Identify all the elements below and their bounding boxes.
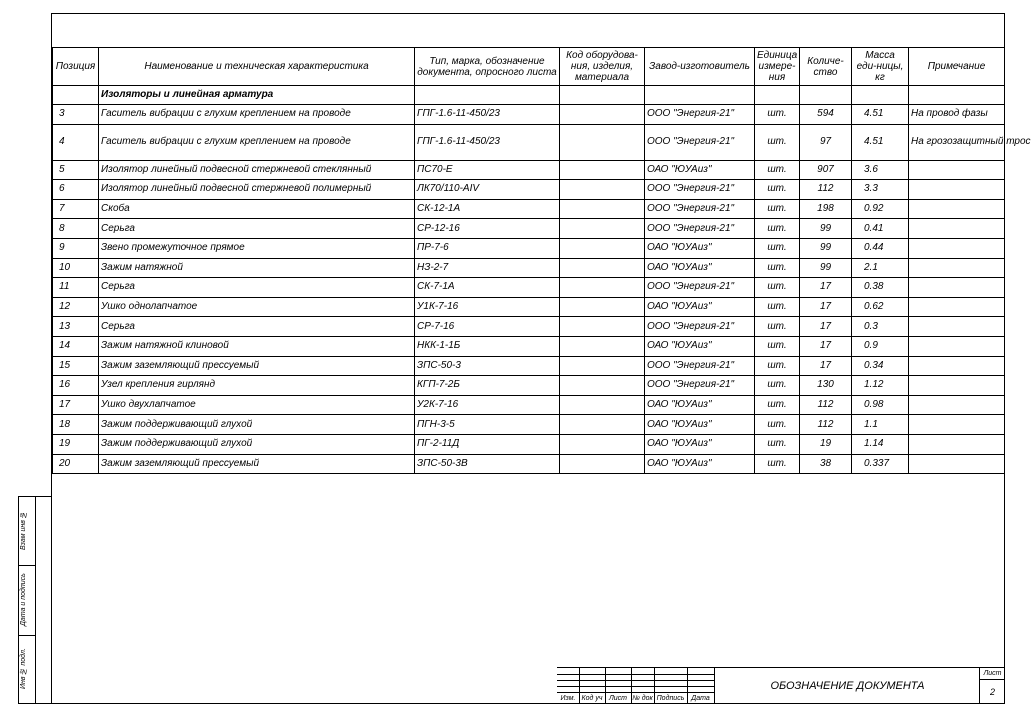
revision-column-label: Подпись xyxy=(656,695,685,702)
cell-unit: шт. xyxy=(755,297,800,317)
cell-qty: 17 xyxy=(800,317,852,337)
col-header-name: Наименование и техническая характеристика xyxy=(99,48,415,86)
cell-code xyxy=(560,238,645,258)
col-header-pos: Позиция xyxy=(53,48,99,86)
cell-maker: ООО "Энергия-21" xyxy=(645,199,755,219)
cell-mass: 4.51 xyxy=(852,124,909,160)
cell-qty: 112 xyxy=(800,395,852,415)
cell-type: СР-12-16 xyxy=(415,219,560,239)
cell-pos: 18 xyxy=(53,415,99,435)
cell-maker: ООО "Энергия-21" xyxy=(645,124,755,160)
cell-unit: шт. xyxy=(755,238,800,258)
table-row xyxy=(53,356,1005,376)
cell-maker: ОАО "ЮУАиз" xyxy=(645,160,755,180)
cell-pos: 9 xyxy=(53,238,99,258)
cell-qty: 99 xyxy=(800,238,852,258)
cell-note xyxy=(909,376,1005,396)
cell-mass: 0.44 xyxy=(852,238,909,258)
cell-code xyxy=(560,180,645,200)
cell-mass: 0.92 xyxy=(852,199,909,219)
cell-code xyxy=(560,199,645,219)
table-header-row xyxy=(53,48,1005,86)
table-row xyxy=(53,258,1005,278)
cell-pos: 19 xyxy=(53,434,99,454)
revision-column-label: № док xyxy=(632,695,653,702)
table-row xyxy=(53,395,1005,415)
col-header-mass: Масса еди-ницы, кг xyxy=(852,48,909,86)
cell-type: ПГ-2-11Д xyxy=(415,434,560,454)
drawing-frame xyxy=(51,13,1031,704)
cell-note xyxy=(909,454,1005,474)
cell-mass: 2.1 xyxy=(852,258,909,278)
cell-mass: 4.51 xyxy=(852,105,909,125)
cell-type: СК-7-1А xyxy=(415,278,560,298)
cell-code xyxy=(560,219,645,239)
cell-note xyxy=(909,434,1005,454)
cell-mass: 0.34 xyxy=(852,356,909,376)
cell-pos: 15 xyxy=(53,356,99,376)
cell-qty: 99 xyxy=(800,219,852,239)
cell-name: Ушко двухлапчатое xyxy=(99,395,415,415)
table-row xyxy=(53,336,1005,356)
cell-qty: 19 xyxy=(800,434,852,454)
cell-code xyxy=(560,160,645,180)
cell-mass: 1.12 xyxy=(852,376,909,396)
cell-type: ЗПС-50-3В xyxy=(415,454,560,474)
cell-maker: ОАО "ЮУАиз" xyxy=(645,336,755,356)
revision-column-label: Код уч xyxy=(581,695,603,702)
sheet-box xyxy=(979,668,1005,704)
cell-mass: 1.14 xyxy=(852,434,909,454)
table-row xyxy=(53,454,1005,474)
cell-qty: 112 xyxy=(800,180,852,200)
cell-mass: 3.3 xyxy=(852,180,909,200)
cell-note xyxy=(909,336,1005,356)
cell-maker: ООО "Энергия-21" xyxy=(645,356,755,376)
cell-maker: ООО "Энергия-21" xyxy=(645,180,755,200)
table-row xyxy=(53,415,1005,435)
cell-code xyxy=(560,278,645,298)
cell-unit: шт. xyxy=(755,376,800,396)
revision-grid xyxy=(557,668,714,704)
cell-note xyxy=(909,258,1005,278)
cell-code xyxy=(560,356,645,376)
cell-type: ЛК70/110-AIV xyxy=(415,180,560,200)
cell-pos: 3 xyxy=(53,105,99,125)
cell-name: Зажим поддерживающий глухой xyxy=(99,415,415,435)
cell-qty: 594 xyxy=(800,105,852,125)
cell-mass: 0.38 xyxy=(852,278,909,298)
cell-type: ПГН-3-5 xyxy=(415,415,560,435)
cell-unit: шт. xyxy=(755,434,800,454)
cell-maker: ОАО "ЮУАиз" xyxy=(645,415,755,435)
col-header-qty: Количе-ство xyxy=(800,48,852,86)
cell-maker: ООО "Энергия-21" xyxy=(645,219,755,239)
cell-code xyxy=(560,395,645,415)
cell-qty: 99 xyxy=(800,258,852,278)
cell-type: КГП-7-2Б xyxy=(415,376,560,396)
cell-note xyxy=(909,278,1005,298)
cell-type: СК-12-1А xyxy=(415,199,560,219)
cell-pos: 20 xyxy=(53,454,99,474)
cell-pos: 14 xyxy=(53,336,99,356)
col-header-code: Код оборудова-ния, изделия, материала xyxy=(560,48,645,86)
cell-name: Зажим заземляющий прессуемый xyxy=(99,356,415,376)
cell-maker: ООО "Энергия-21" xyxy=(645,376,755,396)
cell-name: Зажим натяжной клиновой xyxy=(99,336,415,356)
cell-maker: ООО "Энергия-21" xyxy=(645,317,755,337)
cell-maker: ОАО "ЮУАиз" xyxy=(645,258,755,278)
cell-unit: шт. xyxy=(755,258,800,278)
cell-pos: 12 xyxy=(53,297,99,317)
cell-pos: 8 xyxy=(53,219,99,239)
cell-code xyxy=(560,258,645,278)
cell-code xyxy=(560,124,645,160)
left-margin-strip xyxy=(18,496,51,704)
table-row xyxy=(53,238,1005,258)
cell-name: Гаситель вибрации с глухим креплением на проводе xyxy=(99,124,415,160)
cell-name: Серьга xyxy=(99,278,415,298)
cell-mass: 0.41 xyxy=(852,219,909,239)
table-row xyxy=(53,124,1005,160)
cell-maker: ООО "Энергия-21" xyxy=(645,105,755,125)
cell-note xyxy=(909,356,1005,376)
cell-note xyxy=(909,180,1005,200)
cell-name: Зажим натяжной xyxy=(99,258,415,278)
section-title: Изоляторы и линейная арматура xyxy=(99,86,415,105)
cell-pos: 4 xyxy=(53,124,99,160)
cell-unit: шт. xyxy=(755,317,800,337)
cell-unit: шт. xyxy=(755,124,800,160)
cell-unit: шт. xyxy=(755,278,800,298)
cell-maker: ОАО "ЮУАиз" xyxy=(645,395,755,415)
cell-unit: шт. xyxy=(755,336,800,356)
cell-unit: шт. xyxy=(755,395,800,415)
cell-name: Изолятор линейный подвесной стержневой полимерный xyxy=(99,180,415,200)
cell-code xyxy=(560,105,645,125)
date-sign-label: Дата и подпись xyxy=(20,573,27,627)
document-designation: ОБОЗНАЧЕНИЕ ДОКУМЕНТА xyxy=(714,668,980,704)
cell-note xyxy=(909,199,1005,219)
cell-qty: 130 xyxy=(800,376,852,396)
cell-unit: шт. xyxy=(755,219,800,239)
cell-qty: 97 xyxy=(800,124,852,160)
cell-pos: 17 xyxy=(53,395,99,415)
table-row xyxy=(53,180,1005,200)
cell-unit: шт. xyxy=(755,415,800,435)
cell-qty: 38 xyxy=(800,454,852,474)
cell-type: НКК-1-1Б xyxy=(415,336,560,356)
cell-code xyxy=(560,336,645,356)
cell-mass: 0.337 xyxy=(852,454,909,474)
table-row xyxy=(53,297,1005,317)
cell-code xyxy=(560,415,645,435)
cell-name: Узел крепления гирлянд xyxy=(99,376,415,396)
cell-unit: шт. xyxy=(755,199,800,219)
cell-pos: 10 xyxy=(53,258,99,278)
cell-mass: 0.3 xyxy=(852,317,909,337)
vzam-inv-label: Взам инв № xyxy=(20,511,27,551)
cell-unit: шт. xyxy=(755,356,800,376)
cell-name: Зажим поддерживающий глухой xyxy=(99,434,415,454)
cell-note xyxy=(909,297,1005,317)
cell-qty: 198 xyxy=(800,199,852,219)
section-row xyxy=(53,86,1005,105)
cell-pos: 13 xyxy=(53,317,99,337)
cell-type: ЗПС-50-3 xyxy=(415,356,560,376)
col-header-note: Примечание xyxy=(909,48,1005,86)
table-row xyxy=(53,105,1005,125)
cell-note xyxy=(909,160,1005,180)
cell-note xyxy=(909,219,1005,239)
table-row xyxy=(53,278,1005,298)
cell-mass: 0.9 xyxy=(852,336,909,356)
cell-pos: 16 xyxy=(53,376,99,396)
cell-maker: ООО "Энергия-21" xyxy=(645,278,755,298)
cell-note: На грозозащитный трос xyxy=(909,124,1005,160)
cell-pos: 5 xyxy=(53,160,99,180)
cell-name: Гаситель вибрации с глухим креплением на проводе xyxy=(99,105,415,125)
cell-unit: шт. xyxy=(755,454,800,474)
cell-type: НЗ-2-7 xyxy=(415,258,560,278)
cell-qty: 17 xyxy=(800,356,852,376)
cell-qty: 17 xyxy=(800,336,852,356)
cell-note xyxy=(909,317,1005,337)
cell-mass: 0.62 xyxy=(852,297,909,317)
cell-pos: 6 xyxy=(53,180,99,200)
cell-code xyxy=(560,454,645,474)
cell-pos: 11 xyxy=(53,278,99,298)
cell-qty: 17 xyxy=(800,297,852,317)
cell-type: ГПГ-1.6-11-450/23 xyxy=(415,105,560,125)
cell-maker: ОАО "ЮУАиз" xyxy=(645,434,755,454)
revision-column-label: Изм. xyxy=(560,695,576,702)
cell-name: Зажим заземляющий прессуемый xyxy=(99,454,415,474)
cell-type: СР-7-16 xyxy=(415,317,560,337)
col-header-unit: Единица измере-ния xyxy=(755,48,800,86)
cell-qty: 17 xyxy=(800,278,852,298)
cell-code xyxy=(560,297,645,317)
cell-code xyxy=(560,376,645,396)
cell-qty: 112 xyxy=(800,415,852,435)
cell-note xyxy=(909,395,1005,415)
cell-note: На провод фазы xyxy=(909,105,1005,125)
cell-code xyxy=(560,317,645,337)
title-block xyxy=(557,667,1005,704)
cell-maker: ОАО "ЮУАиз" xyxy=(645,454,755,474)
cell-type: ПС70-Е xyxy=(415,160,560,180)
cell-name: Изолятор линейный подвесной стержневой стеклянный xyxy=(99,160,415,180)
cell-name: Серьга xyxy=(99,317,415,337)
cell-maker: ОАО "ЮУАиз" xyxy=(645,297,755,317)
inv-podl-label: Инв № подл. xyxy=(20,648,27,690)
cell-type: У2К-7-16 xyxy=(415,395,560,415)
sheet-number: 2 xyxy=(989,687,995,697)
cell-unit: шт. xyxy=(755,105,800,125)
table-row xyxy=(53,376,1005,396)
table-row xyxy=(53,219,1005,239)
cell-name: Скоба xyxy=(99,199,415,219)
table-row xyxy=(53,160,1005,180)
cell-note xyxy=(909,238,1005,258)
revision-column-label: Дата xyxy=(691,695,710,702)
cell-name: Звено промежуточное прямое xyxy=(99,238,415,258)
cell-type: ГПГ-1.6-11-450/23 xyxy=(415,124,560,160)
cell-unit: шт. xyxy=(755,160,800,180)
col-header-type: Тип, марка, обозначение документа, опросного листа xyxy=(415,48,560,86)
cell-note xyxy=(909,415,1005,435)
cell-mass: 3.6 xyxy=(852,160,909,180)
cell-name: Ушко однолапчатое xyxy=(99,297,415,317)
table-row xyxy=(53,317,1005,337)
cell-name: Серьга xyxy=(99,219,415,239)
cell-code xyxy=(560,434,645,454)
cell-maker: ОАО "ЮУАиз" xyxy=(645,238,755,258)
cell-unit: шт. xyxy=(755,180,800,200)
cell-mass: 0.98 xyxy=(852,395,909,415)
cell-type: ПР-7-6 xyxy=(415,238,560,258)
specification-table xyxy=(52,47,1031,474)
cell-mass: 1.1 xyxy=(852,415,909,435)
col-header-maker: Завод-изготовитель xyxy=(645,48,755,86)
table-row xyxy=(53,434,1005,454)
cell-qty: 907 xyxy=(800,160,852,180)
cell-type: У1К-7-16 xyxy=(415,297,560,317)
table-row xyxy=(53,199,1005,219)
cell-pos: 7 xyxy=(53,199,99,219)
sheet-label: Лист xyxy=(980,668,1005,680)
revision-column-label: Лист xyxy=(608,695,628,702)
